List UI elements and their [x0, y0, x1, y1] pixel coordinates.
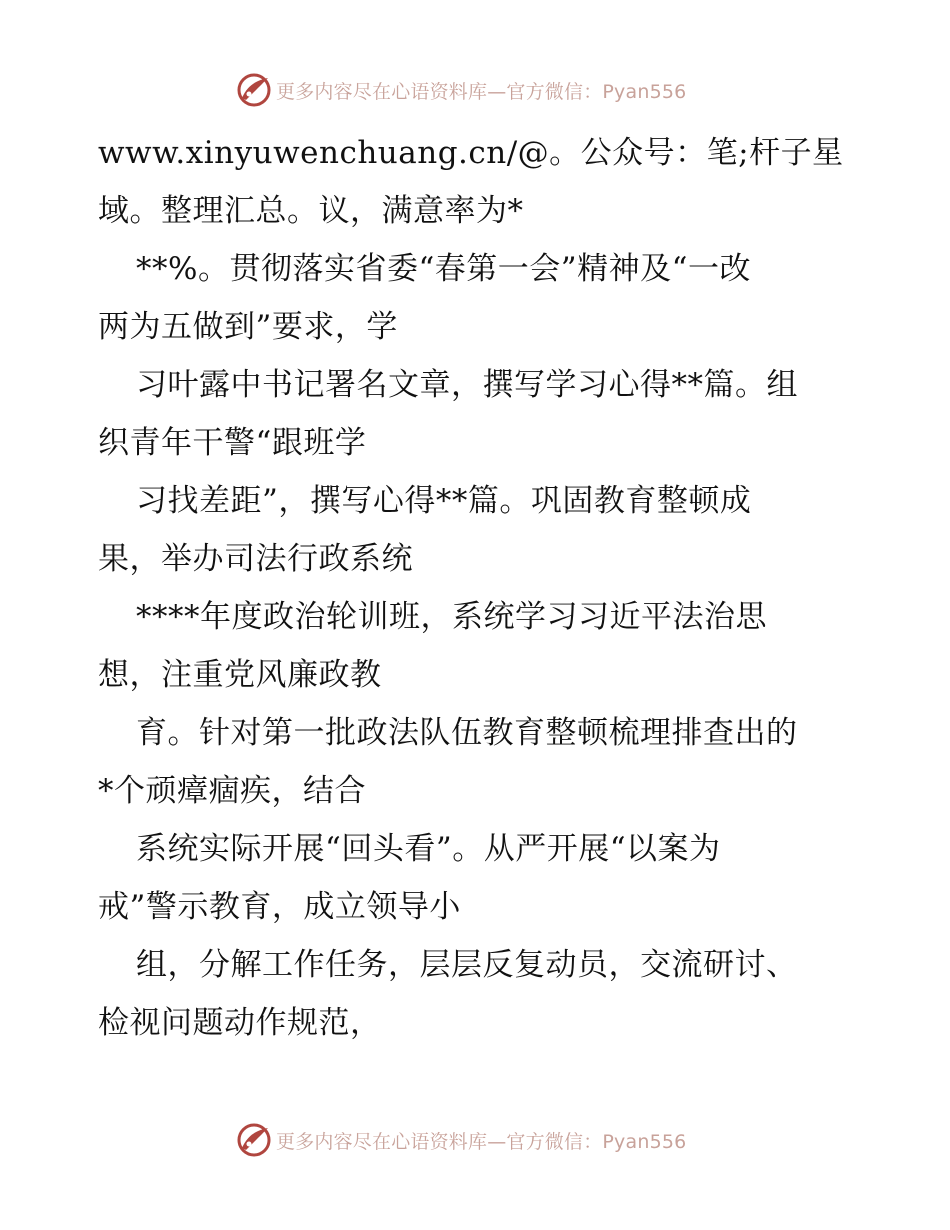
body-line: www.xinyuwenchuang.cn/@。公众号：笔;杆子星: [98, 135, 844, 171]
body-line: 育。针对第一批政法队伍教育整顿梳理排查出的: [136, 715, 798, 751]
body-line: *个顽瘴痼疾，结合: [98, 773, 366, 809]
body-line: **%。贯彻落实省委“春第一会”精神及“一改: [136, 251, 751, 287]
body-line: 想，注重党风廉政教: [98, 657, 382, 693]
header-watermark-banner: [236, 72, 686, 108]
body-line: 检视问题动作规范，: [98, 1005, 382, 1041]
body-line: 戒”警示教育，成立领导小: [98, 889, 461, 925]
body-line: 习找差距”，撰写心得**篇。巩固教育整顿成: [136, 483, 752, 519]
body-line: 织青年干警“跟班学: [98, 425, 367, 461]
footer-watermark-text: 更多内容尽在心语资料库—官方微信：Pyan556: [276, 1130, 687, 1153]
body-line: 组，分解工作任务，层层反复动员，交流研讨、: [136, 947, 798, 983]
header-watermark-text: 更多内容尽在心语资料库—官方微信：Pyan556: [276, 80, 687, 103]
body-line: 两为五做到”要求，学: [98, 309, 398, 345]
body-line: ****年度政治轮训班，系统学习习近平法治思: [136, 599, 767, 635]
body-line: 习叶露中书记署名文章，撰写学习心得**篇。组: [136, 367, 798, 403]
body-line: 果，举办司法行政系统: [98, 541, 413, 577]
pen-logo-icon: [236, 1122, 272, 1158]
footer-watermark-banner: [236, 1122, 686, 1158]
body-line: 域。整理汇总。议，满意率为*: [98, 193, 524, 229]
body-line: 系统实际开展“回头看”。从严开展“以案为: [136, 831, 721, 867]
pen-logo-icon: [236, 72, 272, 108]
document-body: [98, 124, 858, 1052]
